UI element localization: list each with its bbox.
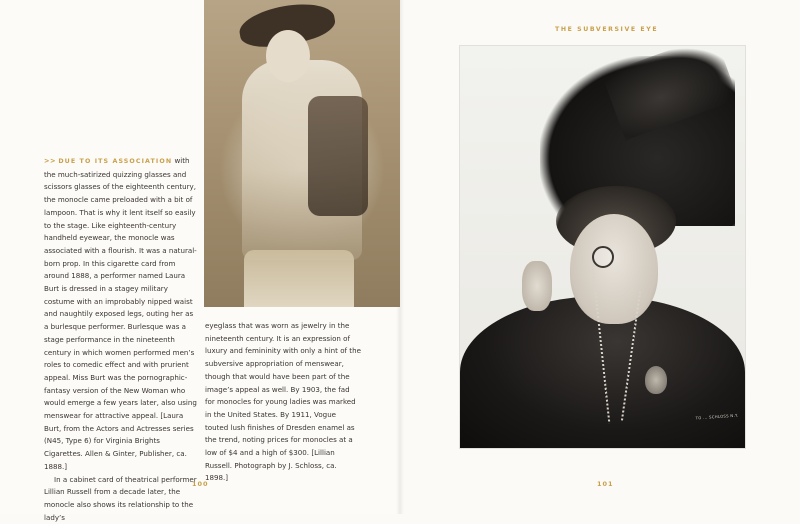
photo-face bbox=[570, 214, 658, 324]
paragraph-1-text: with the much-satirized quizzing glasses and scissors glasses of the eighteenth century, the monocle came preloaded with a bit of lampoon. That is why it lent itself so easily to the stage. Like eighteenth-century handheld eyewear, the monocle was associated with a flourish. It was a natural-born prop. In this cigarette card from around 1888, a performer named Laura Burt is dressed in a stagey military costume with an improbably nipped waist and naughtily exposed legs, outing her as a burlesque performer. Burlesque was a stage performance in the nineteenth century in which women performed men’s roles to comedic effect and with prurient appeal. Miss Burt was the pornographic-fantasy version of the New Woman who would emerge a few years later, also using menswear for attractive appeal. [Laura Burt, from the Actors and Actresses series (N45, Type 6) for Virginia Brights Cigarettes. Allen & Ginter, Publisher, ca. 1888.] bbox=[44, 156, 197, 471]
photo-pendant bbox=[645, 366, 667, 394]
photo-figure-head bbox=[266, 30, 310, 82]
middle-text-column bbox=[205, 320, 361, 485]
folio-left: 100 bbox=[192, 480, 209, 488]
running-head: THE SUBVERSIVE EYE bbox=[555, 26, 659, 33]
lillian-russell-photo bbox=[460, 46, 745, 448]
monocle-icon bbox=[592, 246, 614, 268]
photo-figure-jacket bbox=[308, 96, 368, 216]
paragraph-3: eyeglass that was worn as jewelry in the nineteenth century. It is an expression of luxury and femininity with only a hint of the subversive appropriation of menswear, though that would have been part of the image’s appeal as well. By 1903, the fad for monocles for young ladies was marked in the United States. By 1911, Vogue touted lush finishes of Dresden enamel as the trend, noting prices for monocles at a low of $4 and a high of $300. [Lillian Russell. Photograph by J. Schloss, ca. 1898.] bbox=[205, 321, 361, 483]
folio-right: 101 bbox=[597, 480, 614, 488]
photo-inscription: TO ... SCHLOSS N.Y. bbox=[695, 412, 739, 421]
photo-hand bbox=[522, 261, 552, 311]
paragraph-2: In a cabinet card of theatrical performer Lillian Russell from a decade later, the monocle also shows its relationship to the lady’s bbox=[44, 474, 197, 522]
paragraph-1 bbox=[44, 155, 198, 474]
left-text-column bbox=[44, 155, 198, 524]
cigarette-card-photo bbox=[204, 0, 400, 307]
photo-figure-legs bbox=[244, 250, 354, 307]
lead-marker: >> bbox=[44, 157, 57, 165]
lead-in: DUE TO ITS ASSOCIATION bbox=[58, 158, 173, 165]
